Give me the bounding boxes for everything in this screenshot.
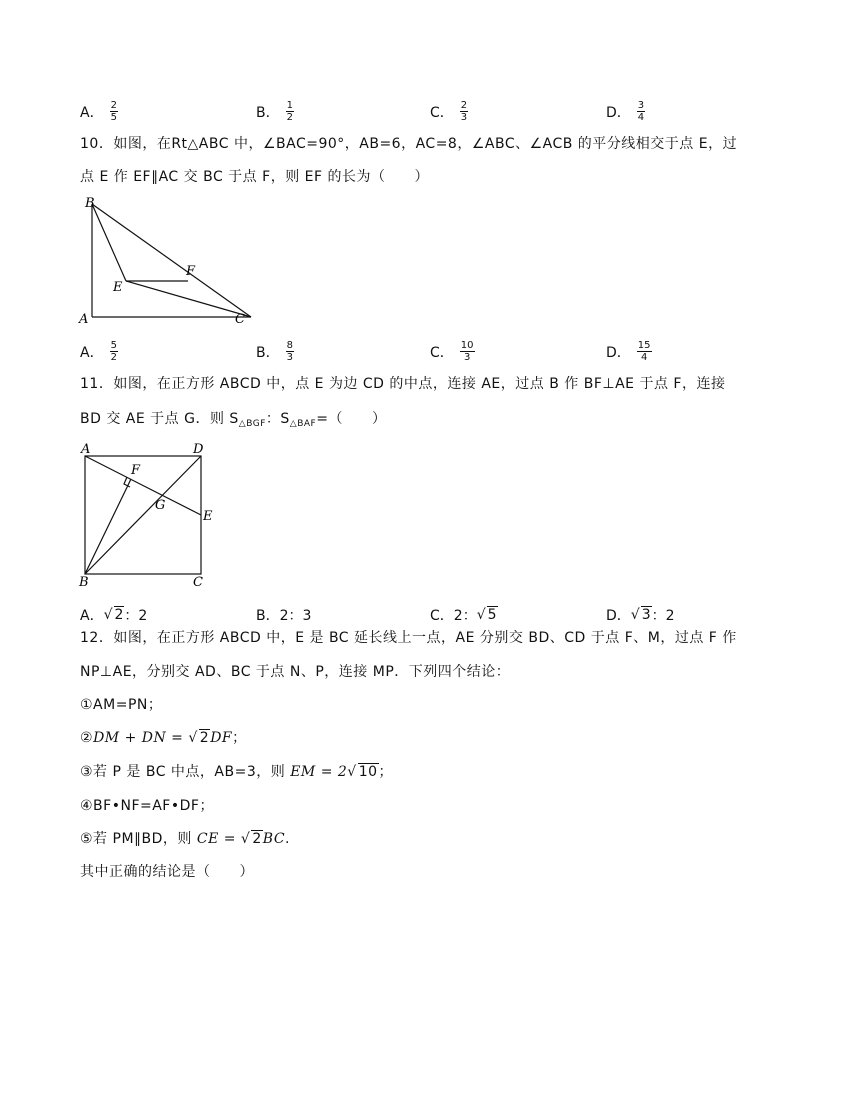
q9-option-c: C． $\frac{2}{3}$ <box>430 100 468 123</box>
q11-text-line2: BD 交 AE 于点 G．则 $S_{\triangle BGF}$：$S_{\triangle BAF}=$（ ） <box>80 411 387 429</box>
segment-ec <box>126 281 251 317</box>
fraction: $\frac{2}{5}$ <box>110 100 117 123</box>
q12-conclusion-2: ②DM + DN = √ 2DF； <box>80 730 247 746</box>
label-b: B <box>79 575 89 590</box>
fraction: $\frac{3}{4}$ <box>637 100 645 123</box>
q10-figure <box>75 192 255 332</box>
q10-option-d: D． $\frac{15}{4}$ <box>606 340 651 363</box>
q11-option-a: A． √ 2 ：2 <box>80 607 148 624</box>
fraction: $\frac{8}{3}$ <box>286 340 293 363</box>
q10-option-a: A． $\frac{5}{2}$ <box>80 340 117 363</box>
q9-option-d: D． $\frac{3}{4}$ <box>606 100 645 123</box>
q11-option-b: B． 2：3 <box>256 608 312 624</box>
label-d: D <box>193 442 204 457</box>
label-e: E <box>203 509 213 524</box>
fraction: $\frac{5}{2}$ <box>110 340 117 363</box>
q12-text-line1: 12．如图，在正方形 ABCD 中，E 是 BC 延长线上一点，AE 分别交 BD、CD 于点 F、M，过点 F 作 <box>80 630 737 646</box>
q12-conclusion-3: ③若 P 是 BC 中点，AB=3，则 EM = 2√ 10； <box>80 764 394 780</box>
segment-bd <box>85 456 201 574</box>
q11-option-c: C． 2： √ 5 <box>430 607 497 624</box>
segment-ae <box>85 456 201 515</box>
label-c: C <box>235 312 245 327</box>
label-b: B <box>85 196 95 211</box>
fraction: $\frac{1}{2}$ <box>286 100 293 123</box>
q10-text-line2: 点 E 作 EF∥AC 交 BC 于点 F，则 EF 的长为（ ） <box>80 169 429 185</box>
q9-option-a: A． $\frac{2}{5}$ <box>80 100 117 123</box>
label-f: F <box>131 463 141 478</box>
label-c: C <box>193 575 203 590</box>
fraction: $\frac{10}{3}$ <box>460 340 474 363</box>
label-f: F <box>186 264 196 279</box>
fraction: $\frac{15}{4}$ <box>637 340 651 363</box>
q10-option-c: C． $\frac{10}{3}$ <box>430 340 474 363</box>
q11-figure <box>75 438 225 590</box>
label-a: A <box>79 312 89 327</box>
q12-conclusion-4: ④BF•NF=AF•DF； <box>80 798 214 814</box>
fraction: $\frac{2}{3}$ <box>460 100 468 123</box>
q12-answer-prompt: 其中正确的结论是（ ） <box>80 864 254 880</box>
label-a: A <box>81 442 91 457</box>
q10-text-line1: 10．如图，在Rt△ABC 中，∠BAC=90°，AB=6，AC=8，∠ABC、∠ACB 的平分线相交于点 E，过 <box>80 136 738 152</box>
segment-bc <box>92 204 251 317</box>
q12-conclusion-5: ⑤若 PM∥BD，则 CE = √ 2BC. <box>80 831 290 847</box>
segment-bf <box>85 479 131 574</box>
label-e: E <box>113 280 123 295</box>
label-g: G <box>155 498 166 513</box>
q12-conclusion-1: ①AM=PN； <box>80 697 163 713</box>
q11-option-d: D． √ 3 ：2 <box>606 607 675 624</box>
q11-text-line1: 11．如图，在正方形 ABCD 中，点 E 为边 CD 的中点，连接 AE，过点 B 作 BF⊥AE 于点 F，连接 <box>80 376 726 392</box>
q12-text-line2: NP⊥AE，分别交 AD、BC 于点 N、P，连接 MP．下列四个结论： <box>80 664 511 680</box>
q10-option-b: B． $\frac{8}{3}$ <box>256 340 293 363</box>
q9-option-b: B． $\frac{1}{2}$ <box>256 100 293 123</box>
